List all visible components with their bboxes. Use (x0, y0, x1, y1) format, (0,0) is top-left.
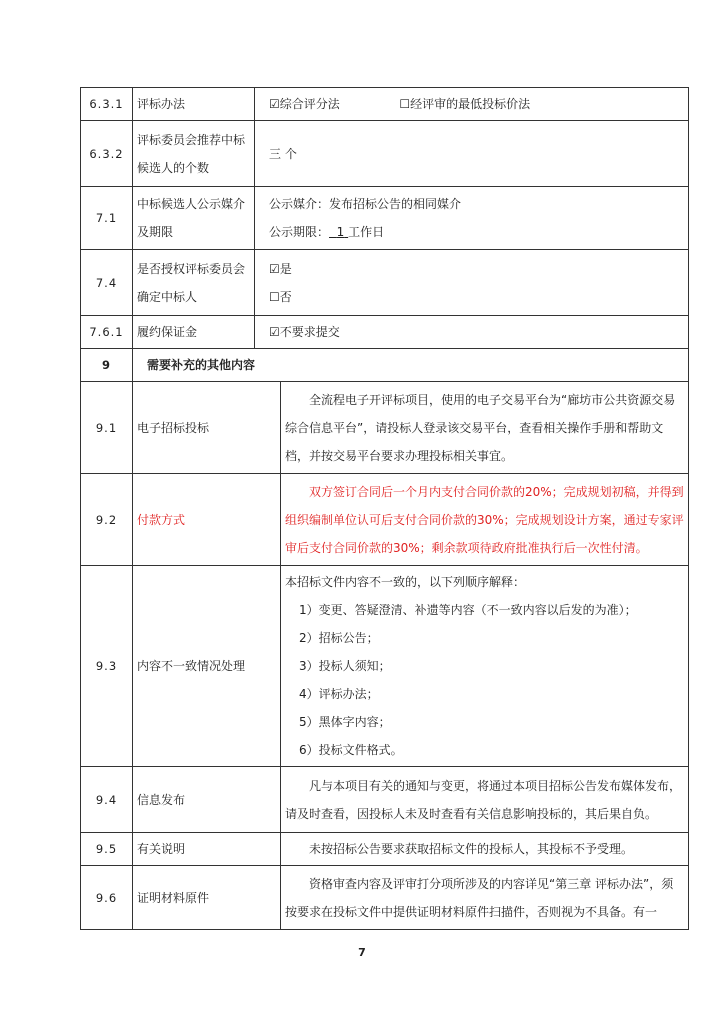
table-row (81, 866, 689, 930)
option-no: ☐否 (269, 289, 292, 304)
row-number: 7.1 (81, 187, 133, 250)
option-lowest-price: ☐经评审的最低投标价法 (399, 97, 531, 111)
row-label: 履约保证金 (133, 316, 255, 349)
table-row (81, 121, 689, 187)
option-yes: ☑是 (269, 261, 292, 276)
publicity-period: 公示期限： 1 工作日 (269, 225, 385, 239)
row-value: 资格审查内容及评审打分项所涉及的内容详见“第三章 评标办法”，须按要求在投标文件中提供证明材料原件扫描件，否则视为不具备。有一 (281, 866, 689, 930)
row-value: 三 个 (255, 121, 689, 187)
row-label: 是否授权评标委员会确定中标人 (133, 250, 255, 316)
row-value (255, 88, 689, 121)
section-title: 需要补充的其他内容 (133, 349, 689, 382)
row-label: 有关说明 (133, 833, 281, 866)
row-value: 双方签订合同后一个月内支付合同价款的20%；完成规划初稿，并得到组织编制单位认可后支付合同价款的30%；完成规划设计方案，通过专家评审后支付合同价款的30%；剩余款项待政府批准执行后一次性付清。 (281, 474, 689, 566)
row-number: 9.2 (81, 474, 133, 566)
row-value (255, 187, 689, 250)
row-value: 凡与本项目有关的通知与变更，将通过本项目招标公告发布媒体发布，请及时查看，因投标人未及时查看有关信息影响投标的，其后果自负。 (281, 767, 689, 833)
order-intro: 本招标文件内容不一致的，以下列顺序解释： (285, 575, 526, 589)
row-label: 证明材料原件 (133, 866, 281, 930)
row-number: 9.4 (81, 767, 133, 833)
row-value: ☑不要求提交 (255, 316, 689, 349)
section-header-row (81, 349, 689, 382)
row-number: 9.5 (81, 833, 133, 866)
bid-data-table (80, 87, 689, 930)
row-number: 7.4 (81, 250, 133, 316)
row-number: 9.3 (81, 566, 133, 767)
list-item: 3）投标人须知； (299, 659, 391, 673)
table-row (81, 566, 689, 767)
row-number: 6.3.1 (81, 88, 133, 121)
row-value: 未按招标公告要求获取招标文件的投标人，其投标不予受理。 (281, 833, 689, 866)
row-number: 7.6.1 (81, 316, 133, 349)
row-label: 中标候选人公示媒介及期限 (133, 187, 255, 250)
list-item: 1）变更、答疑澄清、补遗等内容（不一致内容以后发的为准）； (299, 603, 637, 617)
row-value (281, 566, 689, 767)
page-number: 7 (358, 946, 366, 959)
row-number: 9.6 (81, 866, 133, 930)
row-label: 评标办法 (133, 88, 255, 121)
table-row (81, 187, 689, 250)
row-label: 电子招标投标 (133, 382, 281, 474)
row-label: 付款方式 (133, 474, 281, 566)
list-item: 6）投标文件格式。 (299, 743, 403, 757)
table-row (81, 474, 689, 566)
section-number: 9 (81, 349, 133, 382)
row-number: 9.1 (81, 382, 133, 474)
publicity-media: 公示媒介：发布招标公告的相同媒介 (269, 197, 462, 211)
table-row (81, 316, 689, 349)
table-row (81, 250, 689, 316)
row-label: 评标委员会推荐中标候选人的个数 (133, 121, 255, 187)
row-label: 信息发布 (133, 767, 281, 833)
table-row (81, 767, 689, 833)
table-row (81, 88, 689, 121)
list-item: 2）招标公告； (299, 631, 379, 645)
table-row (81, 833, 689, 866)
row-number: 6.3.2 (81, 121, 133, 187)
option-comprehensive-score: ☑综合评分法 (269, 97, 340, 111)
row-value (255, 250, 689, 316)
table-row (81, 382, 689, 474)
list-item: 4）评标办法； (299, 687, 379, 701)
list-item: 5）黑体字内容； (299, 715, 391, 729)
row-label: 内容不一致情况处理 (133, 566, 281, 767)
row-value: 全流程电子开评标项目，使用的电子交易平台为“廊坊市公共资源交易综合信息平台”，请投标人登录该交易平台，查看相关操作手册和帮助文档，并按交易平台要求办理投标相关事宜。 (281, 382, 689, 474)
